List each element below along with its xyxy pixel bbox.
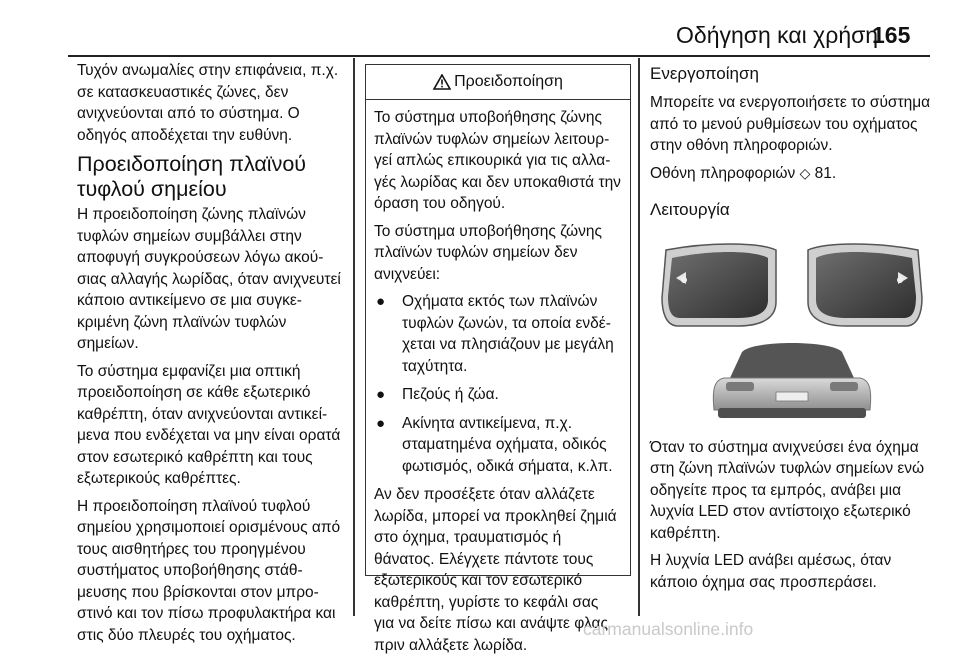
warning-body	[366, 100, 630, 656]
intro-paragraph: Τυχόν ανωμαλίες στην επιφάνεια, π.χ. σε κατασκευαστικές ζώνες, δεν ανιχνεύονται από το σύστημα. Ο οδηγός αποδέχεται την ευθύνη.	[77, 62, 339, 144]
warning-title: Προειδοποίηση	[454, 73, 563, 90]
paragraph: Μπορείτε να ενεργοποιήσετε το σύστημα από το μενού ρυθμίσεων του οχήματος στην οθόνη πληροφοριών.	[650, 94, 931, 154]
section-heading: Λειτουργία	[650, 200, 730, 219]
warning-triangle-icon	[433, 74, 451, 90]
paragraph: Η προειδοποίηση πλαϊνού τυφλού σημείου χρησιμοποιεί ορισμένους από τους αισθητήρες του προηγμένου συστήματος υποβοήθησης στάθμευσης που βρίσκονται στον μπροστινό και τον πίσω προφυλακτήρα και στις δύο πλευρές του οχήματος.	[77, 497, 341, 644]
column-divider-right	[638, 58, 640, 616]
paragraph: Το σύστημα υποβοήθησης ζώνης πλαϊνών τυφλών σημείων λειτουργεί απλώς επικουρικά για τις αλλαγές λωρίδας και δεν υποκαθιστά την όραση του οδηγού.	[374, 109, 621, 212]
left-mirror	[662, 244, 776, 326]
warning-header	[366, 65, 630, 100]
list-item	[374, 384, 622, 406]
paragraph: Η προειδοποίηση ζώνης πλαϊνών τυφλών σημείων συμβάλλει στην αποφυγή συγκρούσεων λόγω ακούσιας αλλαγής λωρίδας, όταν ανιχνευτεί κάποιο αντικείμενο σε μια συγκεκριμένη ζώνη πλαϊνών τυφλών σημείων.	[77, 206, 341, 352]
warning-box	[365, 64, 631, 654]
page-number: 165	[872, 22, 911, 48]
left-column	[77, 60, 347, 652]
reference-page: 81.	[814, 164, 837, 182]
paragraph: Το σύστημα εμφανίζει μια οπτική προειδοποίηση σε κάθε εξωτερικό καθρέπτη, όταν ανιχνεύονται αντικείμενα που ενδέχεται να μην είναι ορατά στον εσωτερικό καθρέπτη και τους εξωτερικούς καθρέπτες.	[77, 362, 341, 487]
bullet-icon: ●	[376, 293, 386, 310]
paragraph: Όταν το σύστημα ανιχνεύσει ένα όχημα στη ζώνη πλαϊνών τυφλών σημείων ενώ οδηγείτε προς τα εμπρός, ανάβει μια λυχνία LED στον αντίστοιχο εξωτερικό καθρέπτη.	[650, 438, 925, 542]
right-column	[650, 60, 935, 599]
paragraph: Η λυχνία LED ανάβει αμέσως, όταν κάποιο όχημα σας προσπεράσει.	[650, 552, 892, 591]
list-item	[374, 291, 622, 377]
section-heading: Προειδοποίηση πλαϊνού τυφλού σημείου	[77, 152, 307, 201]
watermark: carmanualsonline.info	[583, 619, 754, 639]
warning-list	[374, 291, 622, 477]
list-item-text: Οχήματα εκτός των πλαϊνών τυφλών ζωνών, τα οποία ενδέχεται να πλησιάζουν με μεγάλη ταχύτητα.	[402, 293, 614, 375]
paragraph: Το σύστημα υποβοήθησης ζώνης πλαϊνών τυφλών σημείων δεν ανιχνεύει:	[374, 222, 602, 283]
header-rule	[68, 55, 930, 57]
paragraph: Αν δεν προσέξετε όταν αλλάζετε λωρίδα, μπορεί να προκληθεί ζημιά στο όχημα, τραυματισμός ή θάνατος. Ελέγχετε πάντοτε τους εξωτερικούς και τον εσωτερικό καθρέπτη, γυρίστε το κεφάλι σας για να δείτε πίσω και ανάψτε φλας πριν αλλάξετε λωρίδα.	[374, 486, 617, 654]
section-heading: Ενεργοποίηση	[650, 64, 759, 83]
list-item	[374, 413, 622, 478]
cross-reference	[650, 163, 935, 185]
car-rear	[713, 343, 870, 418]
bullet-icon: ●	[376, 414, 386, 432]
list-item-text: Πεζούς ή ζώα.	[402, 386, 499, 403]
page-header-title: Οδήγηση και χρήση	[676, 22, 879, 48]
bullet-icon: ●	[376, 386, 386, 403]
right-mirror	[808, 244, 922, 326]
reference-text: Οθόνη πληροφοριών	[650, 164, 796, 182]
list-item-text: Ακίνητα αντικείμενα, π.χ. σταματημένα οχήματα, οδικός φωτισμός, οδικά σήματα, κ.λπ.	[402, 414, 613, 475]
page-reference-icon: ◇	[799, 164, 811, 181]
column-divider-left	[353, 58, 355, 616]
side-mirror-illustration	[658, 240, 926, 422]
